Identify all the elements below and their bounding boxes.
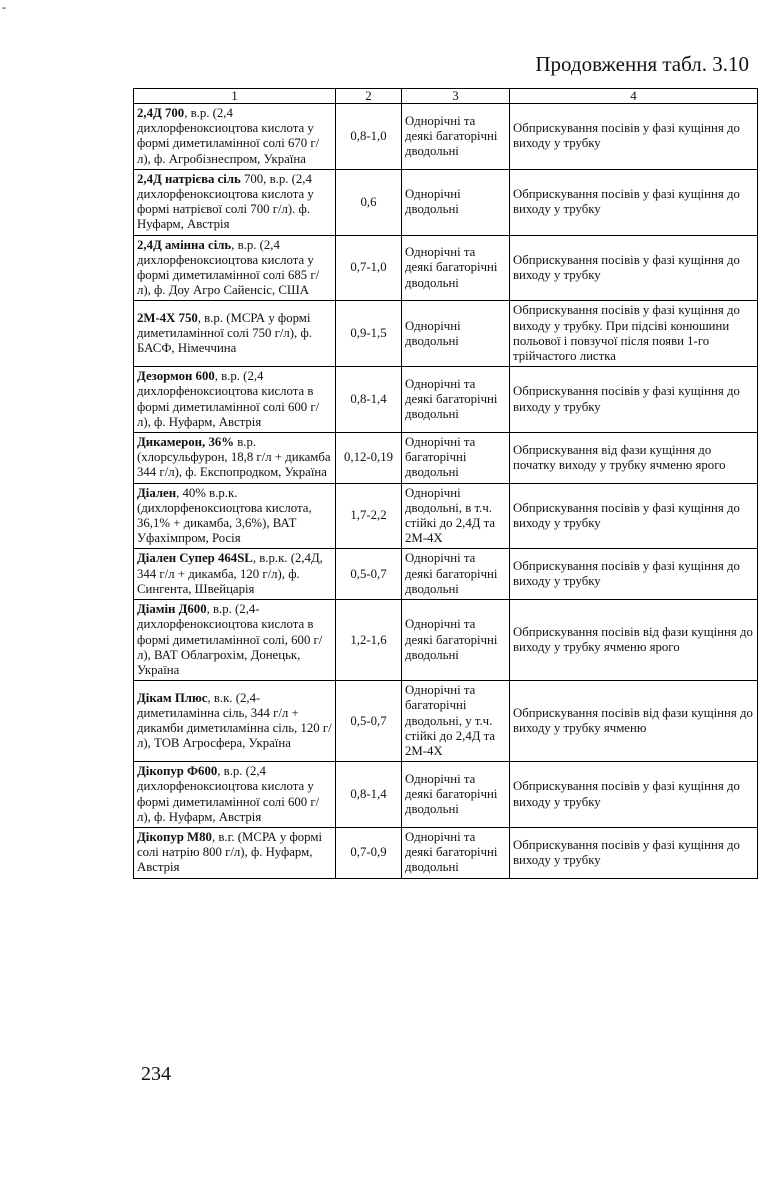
- product-description: , в.р. (МСРА у формі диметиламінної солі 750 г/л), ф. БАСФ, Німеччина: [137, 311, 312, 356]
- product-cell: [134, 235, 336, 301]
- application-method-cell: Обприскування посівів у фазі кущіння до виходу у трубку: [510, 104, 758, 170]
- application-rate-cell: 0,8-1,4: [336, 762, 402, 828]
- application-method-cell: Обприскування посівів у фазі кущіння до виходу у трубку: [510, 169, 758, 235]
- application-rate-cell: 0,5-0,7: [336, 549, 402, 600]
- product-name: 2,4Д натрієва сіль: [137, 171, 241, 186]
- product-description: , в.г. (МСРА у формі солі натрію 800 г/л), ф. Нуфарм, Австрія: [137, 829, 323, 875]
- application-method-cell: Обприскування посівів у фазі кущіння до виходу у трубку: [510, 235, 758, 301]
- weed-types-cell: Однорічні та деякі багаторічні дводольні: [402, 827, 510, 878]
- header-col-2: 2: [336, 89, 402, 104]
- weed-types-cell: Однорічні та багаторічні дводольні: [402, 433, 510, 484]
- table-row: [134, 104, 758, 170]
- application-rate-cell: 0,8-1,0: [336, 104, 402, 170]
- product-cell: [134, 301, 336, 367]
- table-row: [134, 600, 758, 681]
- application-rate-cell: 1,7-2,2: [336, 483, 402, 549]
- product-cell: [134, 681, 336, 762]
- product-description: , в.р. (2,4 дихлорфеноксиоцтова кислота у формі диметиламінної солі 670 г/л), ф. Агробізнеспром, Україна: [137, 106, 320, 166]
- weed-types-cell: Однорічні та деякі багаторічні дводольні: [402, 549, 510, 600]
- product-description: , в.р. (2,4-дихлорфеноксиоцтова кислота в формі диметиламінної солі, 600 г/л), ВАТ Облагрохім, Донецьк, Україна: [137, 602, 323, 677]
- application-rate-cell: 1,2-1,6: [336, 600, 402, 681]
- application-rate-cell: 0,9-1,5: [336, 301, 402, 367]
- product-cell: [134, 483, 336, 549]
- product-name: Дікам Плюс: [137, 690, 208, 705]
- product-name: Діален Супер 464SL: [137, 551, 253, 566]
- application-method-cell: Обприскування посівів від фази кущіння до виходу у трубку ячменю: [510, 681, 758, 762]
- product-name: Діамін Д600: [137, 602, 207, 617]
- product-cell: [134, 600, 336, 681]
- product-cell: [134, 433, 336, 484]
- table-row: [134, 235, 758, 301]
- header-col-4: 4: [510, 89, 758, 104]
- product-cell: [134, 762, 336, 828]
- product-name: Дикамерон, 36%: [137, 435, 235, 450]
- product-cell: [134, 169, 336, 235]
- weed-types-cell: Однорічні та деякі багаторічні дводольні: [402, 104, 510, 170]
- table-row: [134, 827, 758, 878]
- herbicide-table: [133, 88, 758, 879]
- product-description: 700, в.р. (2,4 дихлорфеноксиоцтова кислота у формі натрієвої солі 700 г/л). ф. Нуфарм, Австрія: [137, 171, 314, 232]
- product-name: Дезормон 600: [137, 369, 215, 384]
- product-description: , в.р. (2,4 дихлорфеноксиоцтова кислота у формі диметиламінної солі 685 г/л), ф. Доу Агро Сайенсіс, США: [137, 237, 320, 298]
- application-rate-cell: 0,6: [336, 169, 402, 235]
- product-name: 2,4Д 700: [137, 106, 185, 120]
- product-name: 2,4Д амінна сіль: [137, 237, 232, 252]
- product-name: Дікопур М80: [137, 829, 212, 844]
- application-method-cell: Обприскування посівів у фазі кущіння до виходу у трубку: [510, 367, 758, 433]
- application-method-cell: Обприскування посівів у фазі кущіння до виходу у трубку: [510, 549, 758, 600]
- weed-types-cell: Однорічні та деякі багаторічні дводольні: [402, 367, 510, 433]
- table-row: [134, 433, 758, 484]
- product-description: в.р. (хлорсульфурон, 18,8 г/л + дикамба 344 г/л), ф. Експопродком, Україна: [137, 435, 331, 480]
- product-name: Дікопур Ф600: [137, 764, 218, 779]
- product-cell: [134, 367, 336, 433]
- table-row: [134, 762, 758, 828]
- application-rate-cell: 0,7-0,9: [336, 827, 402, 878]
- table-row: [134, 367, 758, 433]
- weed-types-cell: Однорічні та багаторічні дводольні, у т.ч. стійкі до 2,4Д та 2М-4Х: [402, 681, 510, 762]
- table-body: [134, 104, 758, 879]
- weed-types-cell: Однорічні дводольні, в т.ч. стійкі до 2,4Д та 2М-4Х: [402, 483, 510, 549]
- application-rate-cell: 0,5-0,7: [336, 681, 402, 762]
- weed-types-cell: Однорічні дводольні: [402, 169, 510, 235]
- application-method-cell: Обприскування від фази кущіння до початку виходу у трубку ячменю ярого: [510, 433, 758, 484]
- product-description: , в.к. (2,4-диметиламінна сіль, 344 г/л + дикамби диметиламінна сіль, 120 г/л), ТОВ Агросфера, Україна: [137, 690, 332, 751]
- application-method-cell: Обприскування посівів у фазі кущіння до виходу у трубку: [510, 483, 758, 549]
- table-continuation-caption: Продовження табл. 3.10: [535, 52, 749, 76]
- product-cell: [134, 549, 336, 600]
- application-rate-cell: 0,7-1,0: [336, 235, 402, 301]
- product-description: , 40% в.р.к. (дихлорфеноксиоцтова кислота, 36,1% + дикамба, 3,6%), ВАТ Уфахімпром, Росія: [137, 485, 312, 546]
- header-col-1: 1: [134, 89, 336, 104]
- page-number: 234: [141, 1063, 171, 1085]
- table-row: [134, 681, 758, 762]
- weed-types-cell: Однорічні дводольні: [402, 301, 510, 367]
- header-col-3: 3: [402, 89, 510, 104]
- application-rate-cell: 0,8-1,4: [336, 367, 402, 433]
- application-rate-cell: 0,12-0,19: [336, 433, 402, 484]
- product-cell: [134, 827, 336, 878]
- product-description: , в.р. (2,4 дихлорфеноксиоцтова кислота у формі диметиламінної солі 600 г/л), ф. Нуфарм, Австрія: [137, 764, 320, 824]
- product-name: 2М-4Х 750: [137, 311, 198, 326]
- product-cell: [134, 104, 336, 170]
- product-name: Діален: [137, 485, 177, 500]
- table-row: [134, 483, 758, 549]
- application-method-cell: Обприскування посівів у фазі кущіння до виходу у трубку: [510, 827, 758, 878]
- table-header-row: [134, 89, 758, 104]
- table-row: [134, 549, 758, 600]
- weed-types-cell: Однорічні та деякі багаторічні дводольні: [402, 235, 510, 301]
- application-method-cell: Обприскування посівів у фазі кущіння до виходу у трубку. При підсіві конюшини польової і повзучої після появи 1-го трійчастого листка: [510, 301, 758, 367]
- table-row: [134, 169, 758, 235]
- corner-mark: -: [2, 0, 6, 14]
- weed-types-cell: Однорічні та деякі багаторічні дводольні: [402, 762, 510, 828]
- table-row: [134, 301, 758, 367]
- product-description: , в.р.к. (2,4Д, 344 г/л + дикамба, 120 г/л), ф. Сингента, Швейцарія: [137, 551, 323, 596]
- application-method-cell: Обприскування посівів від фази кущіння до виходу у трубку ячменю ярого: [510, 600, 758, 681]
- product-description: , в.р. (2,4 дихлорфеноксиоцтова кислота в формі диметиламінної солі 600 г/л), ф. Нуфарм, Австрія: [137, 369, 320, 429]
- application-method-cell: Обприскування посівів у фазі кущіння до виходу у трубку: [510, 762, 758, 828]
- weed-types-cell: Однорічні та деякі багаторічні дводольні: [402, 600, 510, 681]
